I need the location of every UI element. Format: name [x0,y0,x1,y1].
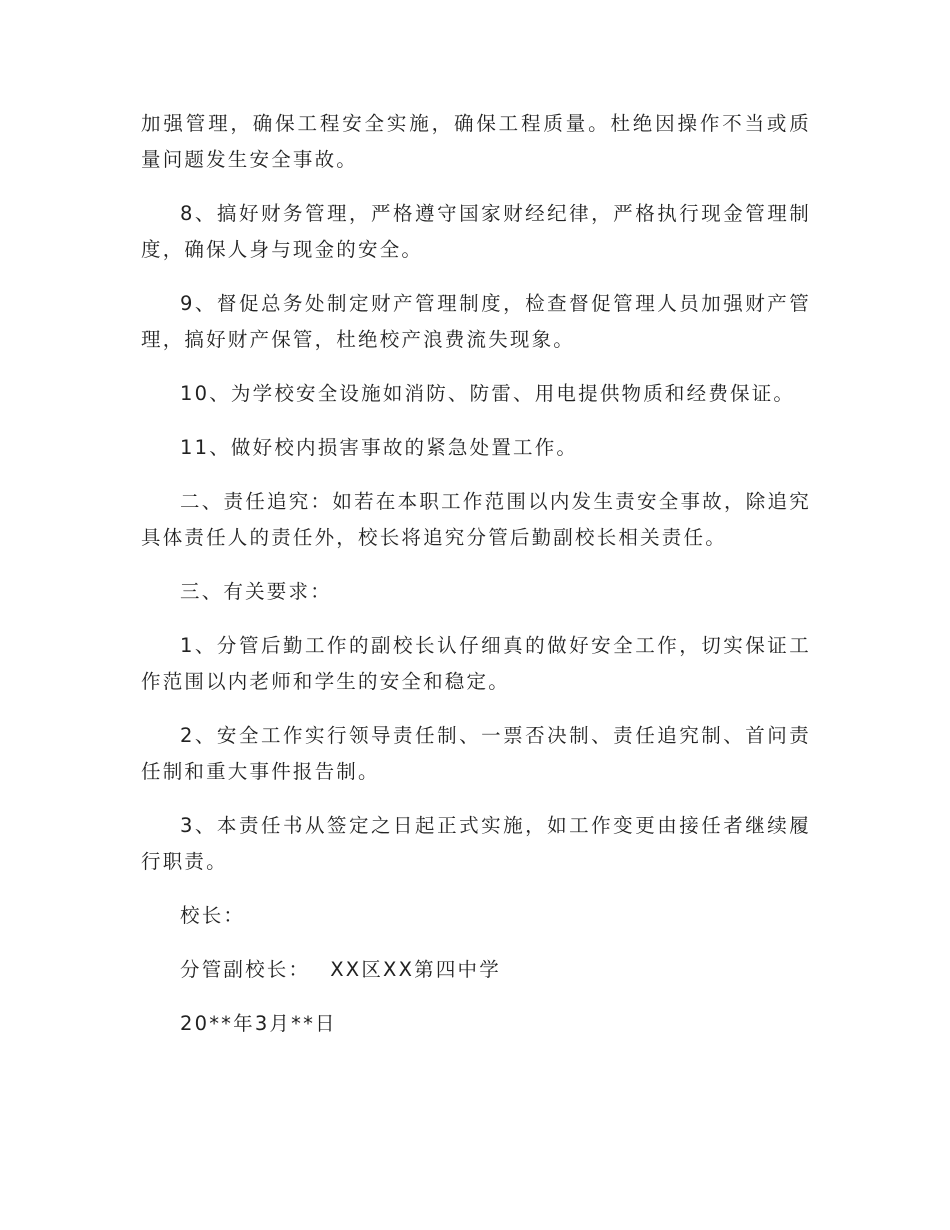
paragraph-continuation: 加强管理，确保工程安全实施，确保工程质量。杜绝因操作不当或质量问题发生安全事故。 [141,112,811,171]
vice-principal-label: 分管副校长： [180,958,311,981]
date-text: 20**年3月**日 [180,1012,337,1035]
paragraph-section-requirements: 三、有关要求： [180,580,332,603]
signature-vice-principal [141,952,811,988]
paragraph-item-9: 9、督促总务处制定财产管理制度，检查督促管理人员加强财产管理，搞好财产保管，杜绝校产浪费流失现象。 [141,292,811,351]
paragraph-section-responsibility: 二、责任追究：如若在本职工作范围以内发生责安全事故，除追究具体责任人的责任外，校长将追究分管后勤副校长相关责任。 [141,490,811,549]
paragraph-requirement-2: 2、安全工作实行领导责任制、一票否决制、责任追究制、首问责任制和重大事件报告制。 [141,724,811,783]
signature-date [141,1006,811,1042]
paragraph-item-8: 8、搞好财务管理，严格遵守国家财经纪律，严格执行现金管理制度，确保人身与现金的安全。 [141,202,811,261]
paragraph-requirement-3: 3、本责任书从签定之日起正式实施，如工作变更由接任者继续履行职责。 [141,814,811,873]
paragraph-item-10: 10、为学校安全设施如消防、防雷、用电提供物质和经费保证。 [180,382,796,405]
principal-label: 校长： [180,904,246,927]
document-body [141,106,811,1060]
signature-principal [141,898,811,934]
paragraph-requirement-1: 1、分管后勤工作的副校长认仔细真的做好安全工作，切实保证工作范围以内老师和学生的安全和稳定。 [141,634,811,693]
paragraph-item-11: 11、做好校内损害事故的紧急处置工作。 [180,436,579,459]
school-name: XX区XX第四中学 [330,958,501,981]
